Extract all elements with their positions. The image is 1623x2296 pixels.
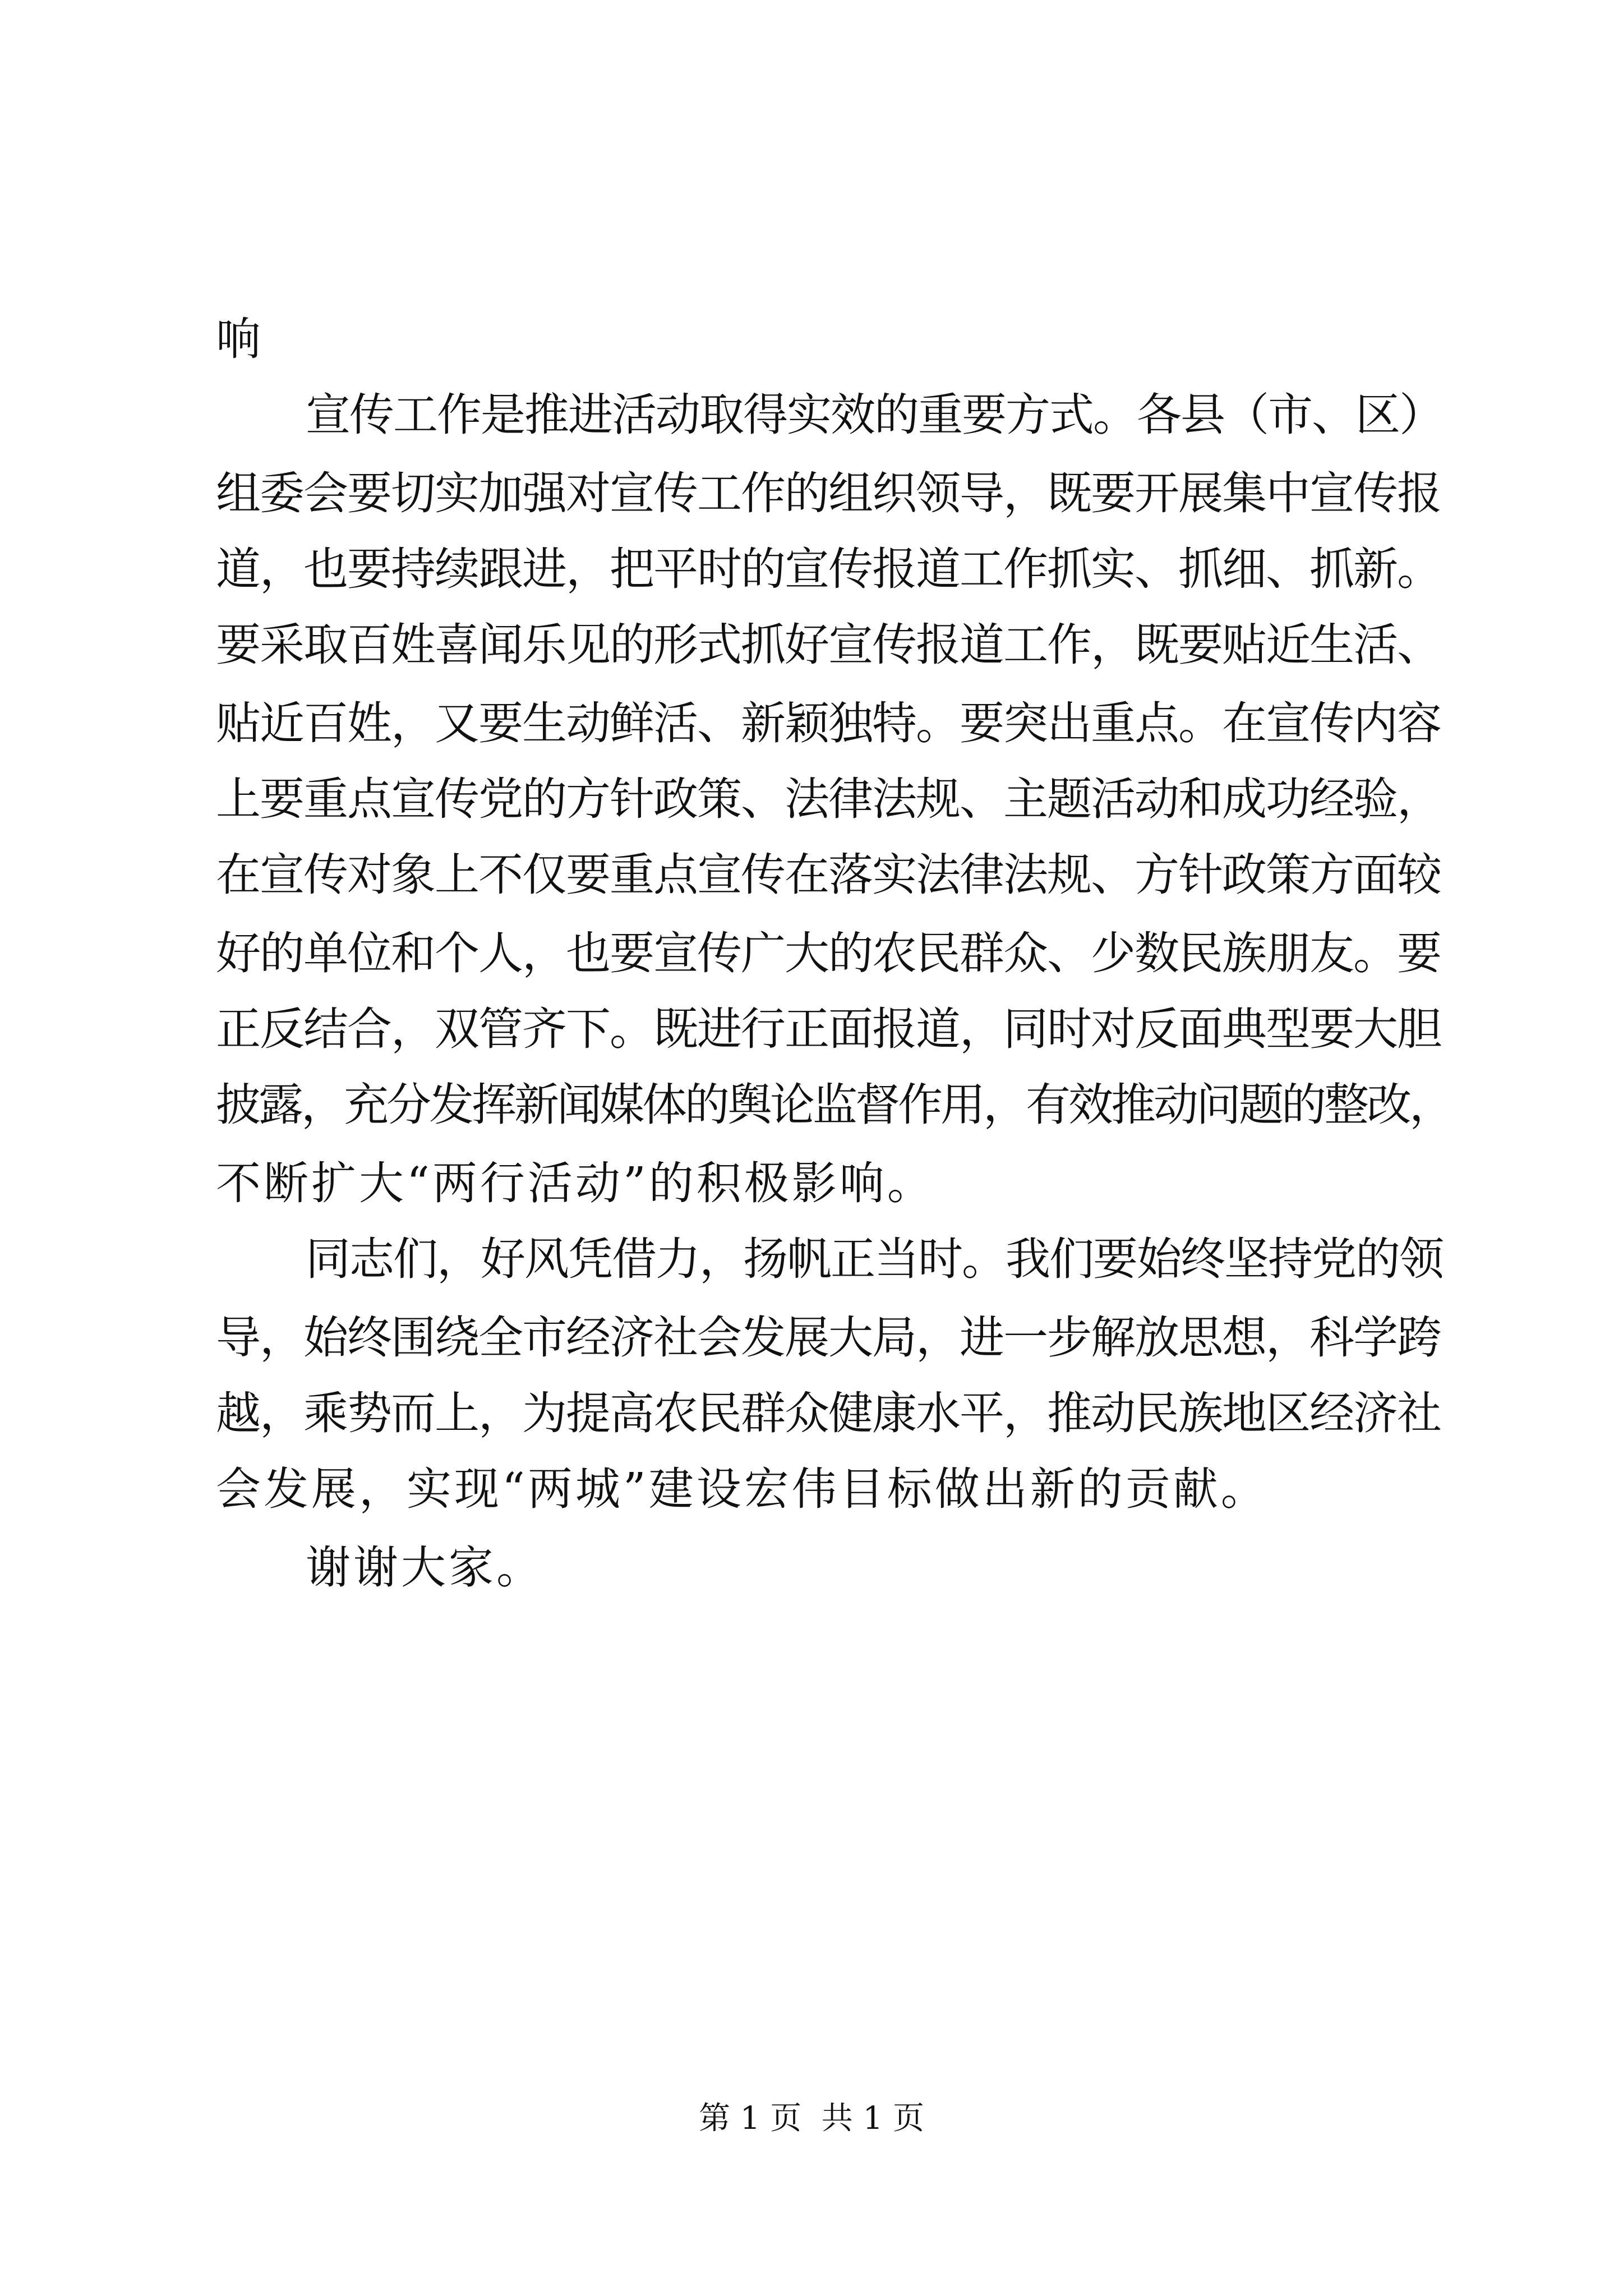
- paragraph-1-line-11: 不断扩大“两行活动”的积极影响。: [216, 1157, 935, 1209]
- paragraph-2-line-3: 越，乘势而上，为提高农民群众健康水平，推动民族地区经济社: [216, 1387, 1441, 1439]
- page-number-footer: 第 1 页 共 1 页: [698, 2100, 925, 2137]
- continued-line: 响: [216, 313, 264, 365]
- paragraph-2-line-1: 同志们，好风凭借力，扬帆正当时。我们要始终坚持党的领: [306, 1233, 1443, 1285]
- paragraph-1-line-6: 上要重点宣传党的方针政策、法律法规、主题活动和成功经验，: [216, 773, 1441, 825]
- paragraph-1-line-3: 道，也要持续跟进，把平时的宣传报道工作抓实、抓细、抓新。: [216, 543, 1441, 595]
- paragraph-1-line-8: 好的单位和个人，也要宣传广大的农民群众、少数民族朋友。要: [216, 927, 1441, 979]
- paragraph-1-line-4: 要采取百姓喜闻乐见的形式抓好宣传报道工作，既要贴近生活、: [216, 619, 1441, 671]
- paragraph-1-line-7: 在宣传对象上不仅要重点宣传在落实法律法规、方针政策方面较: [216, 849, 1441, 901]
- paragraph-2-line-4: 会发展，实现“两城”建设宏伟目标做出新的贡献。: [216, 1463, 1269, 1515]
- paragraph-1-line-2: 组委会要切实加强对宣传工作的组织领导，既要开展集中宣传报: [216, 467, 1441, 519]
- paragraph-1-line-9: 正反结合，双管齐下。既进行正面报道，同时对反面典型要大胆: [216, 1003, 1441, 1055]
- paragraph-3-line-1: 谢谢大家。: [306, 1542, 544, 1594]
- paragraph-1-line-1: 宣传工作是推进活动取得实效的重要方式。各县（市、区）: [306, 389, 1443, 441]
- paragraph-1-line-10: 披露，充分发挥新闻媒体的舆论监督作用，有效推动问题的整改，: [216, 1079, 1452, 1131]
- paragraph-2-line-2: 导，始终围绕全市经济社会发展大局，进一步解放思想，科学跨: [216, 1312, 1441, 1364]
- paragraph-1-line-5: 贴近百姓，又要生动鲜活、新颖独特。要突出重点。在宣传内容: [216, 697, 1441, 749]
